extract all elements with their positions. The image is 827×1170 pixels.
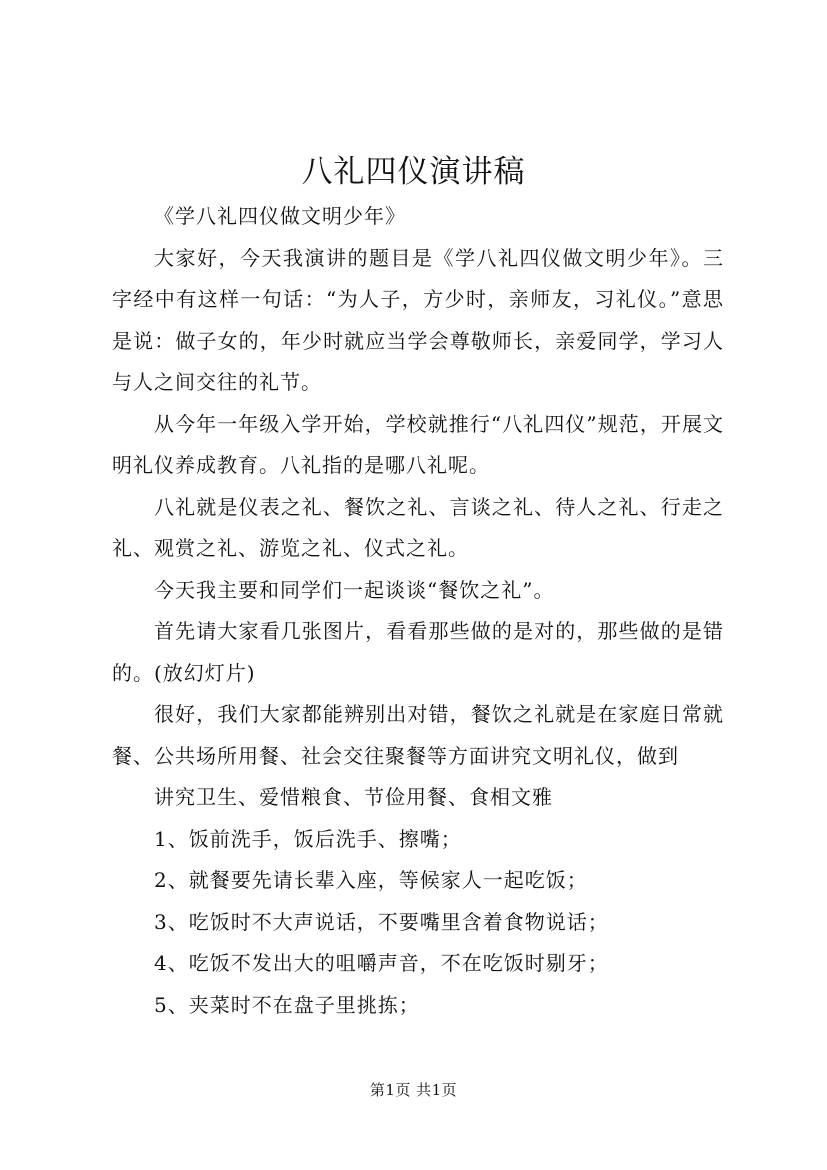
intro-paragraph: 大家好，今天我演讲的题目是《学八礼四仪做文明少年》。三字经中有这样一句话：“为人子，方少时，亲师友，习礼仪。”意思是说：做子女的，年少时就应当学会尊敬师长，亲爱同学，学习人与人之间交往的礼节。 bbox=[112, 245, 724, 394]
pictures-paragraph: 首先请大家看几张图片，看看那些做的是对的，那些做的是错的。(放幻灯片) bbox=[112, 619, 724, 685]
dining-paragraph: 很好，我们大家都能辨别出对错，餐饮之礼就是在家庭日常就餐、公共场所用餐、社会交往聚餐等方面讲究文明礼仪，做到 bbox=[112, 702, 724, 768]
page-title: 八礼四仪演讲稿 bbox=[301, 154, 526, 190]
list-item: 3、吃饭时不大声说话，不要嘴里含着食物说话； bbox=[154, 909, 609, 934]
list-item: 1、饭前洗手，饭后洗手、擦嘴； bbox=[154, 826, 462, 851]
subtitle-paragraph: 《学八礼四仪做文明少年》 bbox=[154, 204, 406, 228]
school-paragraph: 从今年一年级入学开始，学校就推行“八礼四仪”规范，开展文明礼仪养成教育。八礼指的是哪八礼呢。 bbox=[112, 411, 724, 477]
list-item: 4、吃饭不发出大的咀嚼声音，不在吃饭时剔牙； bbox=[154, 951, 609, 975]
document-body bbox=[112, 196, 724, 1026]
page-footer: 第1页 共1页 bbox=[369, 1081, 458, 1099]
list-item: 5、夹菜时不在盘子里挑拣； bbox=[154, 992, 420, 1017]
topic-paragraph: 今天我主要和同学们一起谈谈“餐饮之礼”。 bbox=[154, 577, 555, 602]
principles-paragraph: 讲究卫生、爱惜粮食、节俭用餐、食相文雅 bbox=[154, 785, 553, 809]
list-item: 2、就餐要先请长辈入座，等候家人一起吃饭； bbox=[154, 868, 588, 892]
eight-rites-paragraph: 八礼就是仪表之礼、餐饮之礼、言谈之礼、待人之礼、行走之礼、观赏之礼、游览之礼、仪式之礼。 bbox=[112, 494, 724, 560]
